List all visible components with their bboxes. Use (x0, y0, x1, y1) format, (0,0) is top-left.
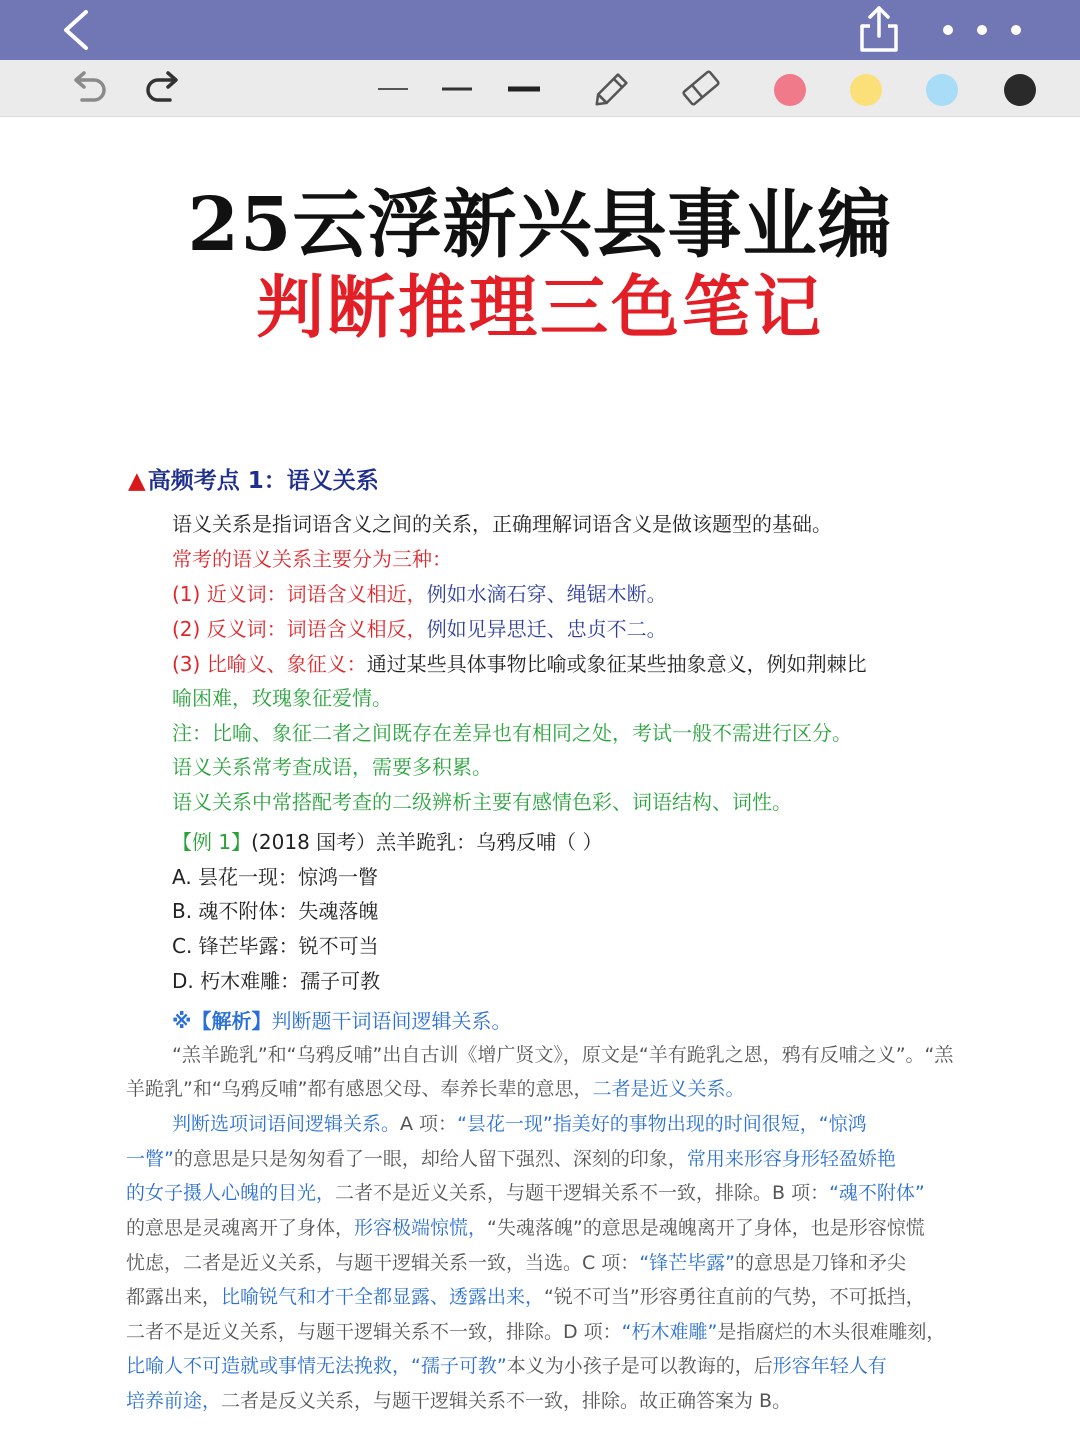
back-button[interactable] (56, 8, 100, 52)
color-swatch-light-blue[interactable] (926, 74, 958, 106)
section-heading (128, 462, 379, 495)
thin-line-icon (376, 68, 410, 108)
synonym-definition: (1) 近义词：词语含义相近， (172, 582, 427, 606)
analysis-p2-line7 (126, 1316, 945, 1348)
analysis-p1-line1: “羔羊跪乳”和“乌鸦反哺”出自古训《增广贤文》，原文是“羊有跪乳之恩，鸦有反哺之义”。“羔 (172, 1044, 954, 1066)
note-line-metaphor-example: 喻困难，玫瑰象征爱情。 (172, 686, 392, 710)
option-c: C. 锋芒毕露：锐不可当 (172, 934, 379, 958)
option-d: D. 朽木难雕：孺子可教 (172, 969, 381, 993)
note-line-antonym (172, 613, 667, 645)
share-icon (856, 4, 902, 54)
metaphor-label: (3) 比喻义、象征义： (172, 652, 367, 676)
analysis-option-a-text: “昙花一现”指美好的事物出现的时间很短，“惊鸿 (457, 1113, 867, 1135)
analysis-p2-line3-a: 的女子摄人心魄的目光， (126, 1182, 336, 1204)
eraser-icon (678, 68, 724, 108)
thick-line-icon (506, 68, 542, 108)
analysis-p2-line5-b: “锋芒毕露” (639, 1252, 735, 1274)
analysis-p2-line8-b: “孺子可教” (411, 1355, 507, 1377)
analysis-p2-line9-b: 二者是反义关系，与题干逻辑关系不一致，排除。故正确答案为 B。 (221, 1390, 792, 1412)
redo-button[interactable] (142, 68, 186, 108)
note-line-metaphor (172, 648, 867, 680)
example-tag: 【例 1】 (172, 830, 252, 854)
analysis-p2-line2-a: 一瞥” (126, 1148, 174, 1170)
analysis-p1-line2 (126, 1073, 745, 1105)
analysis-p2-line2 (126, 1143, 896, 1175)
annotation-toolbar (0, 60, 1080, 117)
analysis-p2-line5 (126, 1247, 906, 1279)
thick-line-button[interactable] (506, 68, 542, 108)
thin-line-button[interactable] (376, 68, 410, 108)
document-title: 25云浮新兴县事业编 (187, 182, 893, 268)
analysis-p2-line4-c: “失魂落魄”的意思是魂魄离开了身体，也是形容惊慌 (487, 1217, 925, 1239)
analysis-p2-line6-a: 都露出来， (126, 1286, 222, 1308)
metaphor-definition: 通过某些具体事物比喻或象征某些抽象意义，例如荆棘比 (366, 652, 867, 676)
analysis-p2-line3 (126, 1177, 925, 1209)
analysis-p2-line5-a: 忧虑，二者是近义关系，与题干逻辑关系一致，当选。C 项： (126, 1252, 640, 1274)
analysis-p2-line6-c: “锐不可当”形容勇往直前的气势，不可抵挡， (544, 1286, 925, 1308)
analysis-p2-line7-c: 是指腐烂的木头很难雕刻， (717, 1321, 946, 1343)
analysis-p2-line5-c: 的意思是刀锋和矛尖 (735, 1252, 907, 1274)
more-dots-icon (930, 12, 1040, 48)
analysis-p2-line4-a: 的意思是灵魂离开了身体， (126, 1217, 355, 1239)
analysis-p2-line7-a: 二者不是近义关系，与题干逻辑关系不一致，排除。D 项： (126, 1321, 622, 1343)
color-swatch-pink[interactable] (774, 74, 806, 106)
note-line-synonym (172, 578, 667, 610)
note-line-definition: 语义关系是指词语含义之间的关系，正确理解词语含义是做该题型的基础。 (172, 512, 832, 536)
section-heading-prefix: 高频考点 (147, 468, 248, 494)
pen-tool-button[interactable] (590, 68, 636, 108)
analysis-p2-line8-a: 比喻人不可造就或事情无法挽救， (126, 1355, 412, 1377)
note-line-secondary: 语义关系中常搭配考查的二级辨析主要有感情色彩、词语结构、词性。 (172, 790, 792, 814)
analysis-p2-line6-b: 比喻锐气和才干全都显露、透露出来， (221, 1286, 545, 1308)
analysis-p2-line8-c: 本义为小孩子是可以教诲的，后 (506, 1355, 773, 1377)
antonym-example: 例如见异思迁、忠贞不二。 (426, 617, 667, 641)
undo-icon (66, 68, 110, 108)
analysis-p2-line8-d: 形容年轻人有 (772, 1355, 887, 1377)
analysis-p2-line3-c: “魂不附体” (829, 1182, 925, 1204)
synonym-example: 例如水滴石穿、绳锯木断。 (426, 582, 667, 606)
share-button[interactable] (856, 4, 902, 54)
analysis-heading (172, 1005, 511, 1037)
more-options-button[interactable] (930, 12, 1040, 48)
color-swatch-black[interactable] (1004, 74, 1036, 106)
eraser-tool-button[interactable] (678, 68, 724, 108)
analysis-p2-line8 (126, 1350, 887, 1382)
analysis-p2-line4-b: 形容极端惊慌， (354, 1217, 488, 1239)
chevron-left-icon (56, 8, 100, 52)
analysis-p2-line7-b: “朽木难雕” (621, 1321, 718, 1343)
analysis-lead: 判断题干词语间逻辑关系。 (271, 1009, 512, 1033)
document-subtitle: 判断推理三色笔记 (255, 268, 824, 348)
option-b: B. 魂不附体：失魂落魄 (172, 899, 379, 923)
redo-icon (142, 68, 186, 108)
analysis-p2-lead: 判断选项词语间逻辑关系。 (172, 1113, 401, 1135)
color-swatch-yellow[interactable] (850, 74, 882, 106)
section-heading-suffix: ：语义关系 (263, 468, 379, 494)
analysis-p2-line9 (126, 1385, 791, 1417)
pen-icon (590, 68, 636, 108)
example-stem: (2018 国考）羔羊跪乳：乌鸦反哺（ ） (251, 830, 603, 854)
triangle-marker-icon: ▲ (128, 468, 146, 494)
analysis-p2-line2-b: 的意思是只是匆匆看了一眼，却给人留下强烈、深刻的印象， (173, 1148, 687, 1170)
note-line-types-intro: 常考的语义关系主要分为三种： (172, 547, 452, 571)
analysis-p2-line9-a: 培养前途， (126, 1390, 222, 1412)
analysis-p2-line6 (126, 1281, 925, 1313)
option-a: A. 昙花一现：惊鸿一瞥 (172, 865, 379, 889)
analysis-p2-line2-c: 常用来形容身形轻盈娇艳 (686, 1148, 896, 1170)
top-app-bar (0, 0, 1080, 60)
note-line-idioms: 语义关系常考查成语，需要多积累。 (172, 755, 492, 779)
analysis-p2-line1 (172, 1108, 867, 1140)
section-heading-number: 1 (247, 468, 264, 494)
antonym-definition: (2) 反义词：词语含义相反， (172, 617, 427, 641)
analysis-mark: ※【解析】 (172, 1009, 272, 1033)
example-question (172, 826, 603, 858)
note-line-remark: 注：比喻、象征二者之间既存在差异也有相同之处，考试一般不需进行区分。 (172, 721, 852, 745)
medium-line-button[interactable] (440, 68, 474, 108)
undo-button[interactable] (66, 68, 110, 108)
analysis-p1-line2-text: 羊跪乳”和“乌鸦反哺”都有感恩父母、奉养长辈的意思， (126, 1078, 593, 1100)
analysis-p2-line3-b: 二者不是近义关系，与题干逻辑关系不一致，排除。B 项： (335, 1182, 830, 1204)
analysis-option-a-label: A 项： (400, 1113, 458, 1135)
analysis-p1-conclusion: 二者是近义关系。 (592, 1078, 745, 1100)
medium-line-icon (440, 68, 474, 108)
analysis-p2-line4 (126, 1212, 925, 1244)
